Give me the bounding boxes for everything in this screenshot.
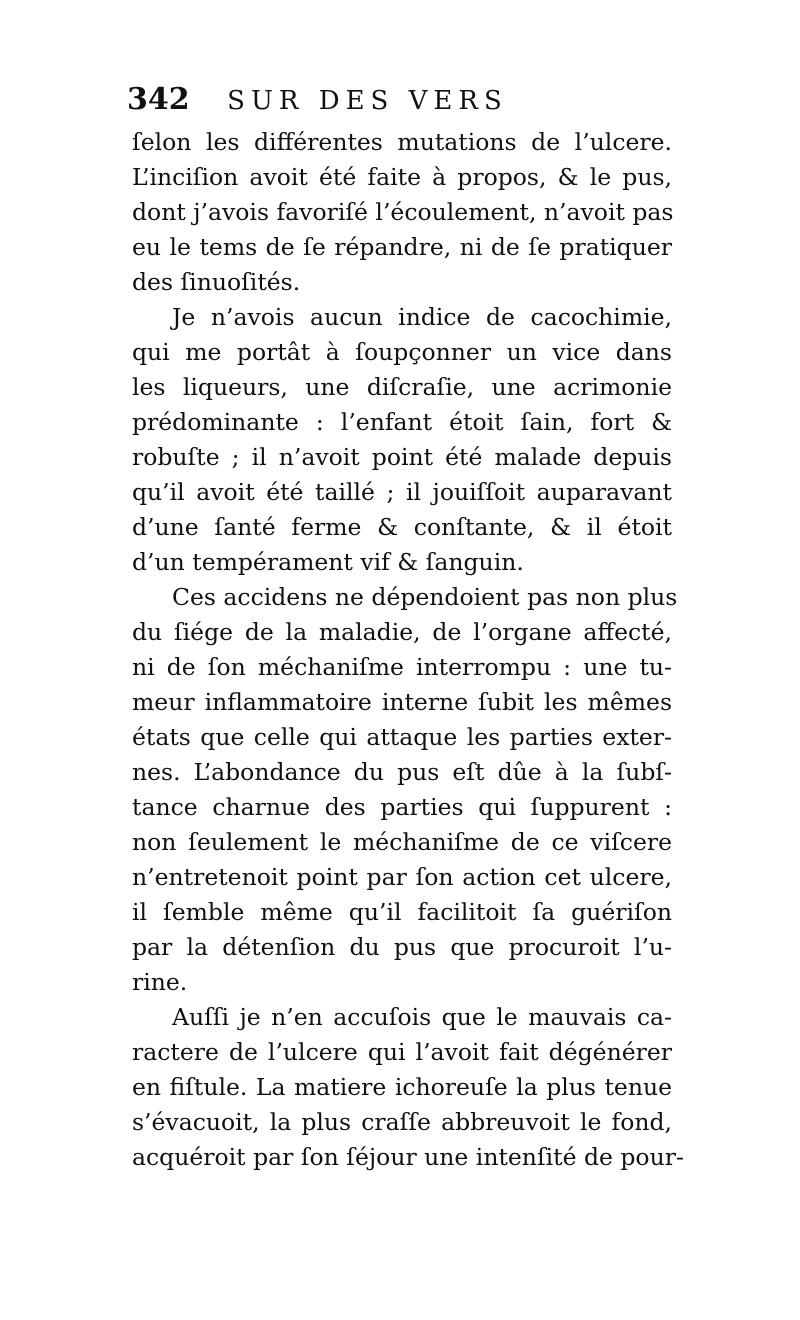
text-line: tance charnue des parties qui ſuppurent : [132, 793, 672, 821]
text-line: d’un tempérament vif & ſanguin. [132, 548, 524, 576]
text-line: meur inflammatoire interne ſubit les mêmes [132, 688, 672, 716]
text-line: ni de ſon méchaniſme interrompu : une tu- [132, 653, 672, 681]
text-line: non ſeulement le méchaniſme de ce viſcere [132, 828, 672, 856]
text-line: du ſiége de la maladie, de l’organe affecté, [132, 618, 672, 646]
text-line: en fiſtule. La matiere ichoreuſe la plus tenue [132, 1073, 672, 1101]
text-line: qu’il avoit été taillé ; il jouiſſoit auparavant [132, 478, 672, 506]
text-line: nes. L’abondance du pus eſt dûe à la ſubſ- [132, 758, 672, 786]
text-line: acquéroit par ſon ſéjour une intenſité de pour- [132, 1143, 684, 1171]
text-line: des ſinuoſités. [132, 268, 301, 296]
text-line: ſelon les différentes mutations de l’ulcere. [132, 128, 672, 156]
text-line: rine. [132, 968, 188, 996]
page-number: 342 [127, 82, 190, 117]
page-header [127, 78, 687, 122]
text-line: prédominante : l’enfant étoit ſain, fort & [132, 408, 672, 436]
paragraph-start-line: Je n’avois aucun indice de cacochimie, [172, 303, 672, 331]
text-line: les liqueurs, une diſcraſie, une acrimonie [132, 373, 672, 401]
text-line: n’entretenoit point par ſon action cet ulcere, [132, 863, 672, 891]
text-line: qui me portât à ſoupçonner un vice dans [132, 338, 672, 366]
paragraph-start-line: Ces accidens ne dépendoient pas non plus [172, 583, 678, 611]
text-line: L’inciſion avoit été faite à propos, & le pus, [132, 163, 672, 191]
text-line: robuſte ; il n’avoit point été malade depuis [132, 443, 672, 471]
text-line: ractere de l’ulcere qui l’avoit fait dégénérer [132, 1038, 672, 1066]
text-line: états que celle qui attaque les parties exter- [132, 723, 672, 751]
text-line: par la détenſion du pus que procuroit l’u- [132, 933, 672, 961]
running-head: SUR DES VERS [227, 86, 508, 116]
text-line: s’évacuoit, la plus craſſe abbreuvoit le fond, [132, 1108, 672, 1136]
text-line: dont j’avois favoriſé l’écoulement, n’avoit pas [132, 198, 674, 226]
paragraph-start-line: Auſſi je n’en accuſois que le mauvais ca- [172, 1003, 672, 1031]
text-line: eu le tems de ſe répandre, ni de ſe pratiquer [132, 233, 672, 261]
text-line: il ſemble même qu’il facilitoit ſa guériſon [132, 898, 672, 926]
text-line: d’une ſanté ferme & conſtante, & il étoit [132, 513, 672, 541]
